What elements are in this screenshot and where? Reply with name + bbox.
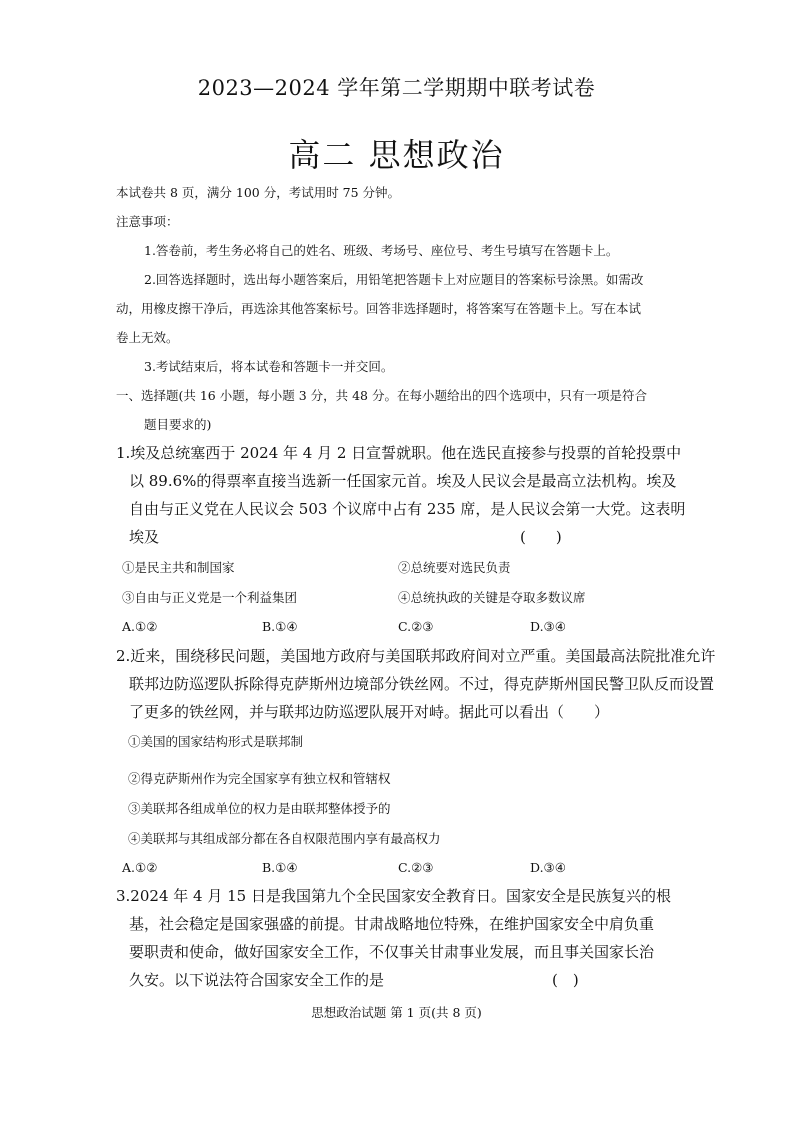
q3-answer-paren: ( )	[552, 971, 579, 989]
q1-statement-3: ③自由与正义党是一个利益集团	[122, 590, 298, 605]
q1-option-b: B.①④	[262, 619, 298, 634]
notice-item-2-line-2: 动，用橡皮擦干净后，再选涂其他答案标号。回答非选择题时，将答案写在答题卡上。写在本试	[116, 301, 642, 316]
page-footer: 思想政治试题 第 1 页(共 8 页)	[311, 1005, 482, 1020]
q3-stem-line-4: 久安。以下说法符合国家安全工作的是	[129, 971, 385, 989]
q1-statement-4: ④总统执政的关键是夺取多数议席	[398, 590, 586, 605]
q3-stem-line-3: 要职责和使命，做好国家安全工作，不仅事关甘肃事业发展，而且事关国家长治	[129, 943, 655, 961]
exam-info: 本试卷共 8 页，满分 100 分，考试用时 75 分钟。	[116, 185, 401, 200]
exam-title: 2023—2024 学年第二学期期中联考试卷	[197, 76, 596, 100]
q1-stem-line-4: 埃及	[129, 528, 160, 546]
q2-option-b: B.①④	[262, 860, 298, 875]
q3-stem-line-2: 基，社会稳定是国家强盛的前提。甘肃战略地位特殊，在维护国家安全中肩负重	[129, 915, 655, 933]
q1-answer-paren: ( )	[520, 528, 562, 546]
q1-option-c: C.②③	[398, 619, 434, 634]
notice-item-3: 3.考试结束后，将本试卷和答题卡一并交回。	[144, 359, 394, 374]
q2-option-a: A.①②	[122, 860, 158, 875]
notice-heading: 注意事项：	[116, 214, 179, 229]
q1-option-a: A.①②	[122, 619, 158, 634]
q2-stem-line-2: 联邦边防巡逻队拆除得克萨斯州边境部分铁丝网。不过，得克萨斯州国民警卫队反而设置	[129, 675, 715, 693]
q2-option-c: C.②③	[398, 860, 434, 875]
q2-option-d: D.③④	[530, 860, 566, 875]
q1-stem-line-2: 以 89.6%的得票率直接当选新一任国家元首。埃及人民议会是最高立法机构。埃及	[129, 472, 677, 490]
section-heading-line-1: 一、选择题(共 16 小题，每小题 3 分，共 48 分。在每小题给出的四个选项中，只有一项是符合	[116, 388, 647, 403]
q1-statement-2: ②总统要对选民负责	[398, 560, 511, 575]
q2-statement-2: ②得克萨斯州作为完全国家享有独立权和管辖权	[128, 771, 391, 786]
notice-item-1: 1.答卷前，考生务必将自己的姓名、班级、考场号、座位号、考生号填写在答题卡上。	[144, 243, 619, 258]
subject-title: 高二 思想政治	[288, 136, 505, 174]
notice-item-2-line-1: 2.回答选择题时，选出每小题答案后，用铅笔把答题卡上对应题目的答案标号涂黑。如需改	[144, 272, 644, 287]
q2-statement-1: ①美国的国家结构形式是联邦制	[128, 734, 304, 749]
notice-item-2-line-3: 卷上无效。	[116, 330, 179, 345]
q1-stem-line-1: 1.埃及总统塞西于 2024 年 4 月 2 日宣誓就职。他在选民直接参与投票的首轮投票中	[116, 444, 682, 462]
q2-statement-3: ③美联邦各组成单位的权力是由联邦整体授予的	[128, 801, 391, 816]
q2-stem-line-3: 了更多的铁丝网，并与联邦边防巡逻队展开对峙。据此可以看出（ ）	[129, 703, 610, 721]
q1-option-d: D.③④	[530, 619, 566, 634]
q1-statement-1: ①是民主共和制国家	[122, 560, 235, 575]
q2-stem-line-1: 2.近来，围绕移民问题，美国地方政府与美国联邦政府间对立严重。美国最高法院批准允许	[116, 647, 716, 665]
q3-stem-line-1: 3.2024 年 4 月 15 日是我国第九个全民国家安全教育日。国家安全是民族复兴的根	[116, 887, 671, 905]
q1-stem-line-3: 自由与正义党在人民议会 503 个议席中占有 235 席，是人民议会第一大党。这表明	[129, 500, 686, 518]
section-heading-line-2: 题目要求的)	[144, 417, 212, 432]
q2-statement-4: ④美联邦与其组成部分都在各自权限范围内享有最高权力	[128, 831, 441, 846]
